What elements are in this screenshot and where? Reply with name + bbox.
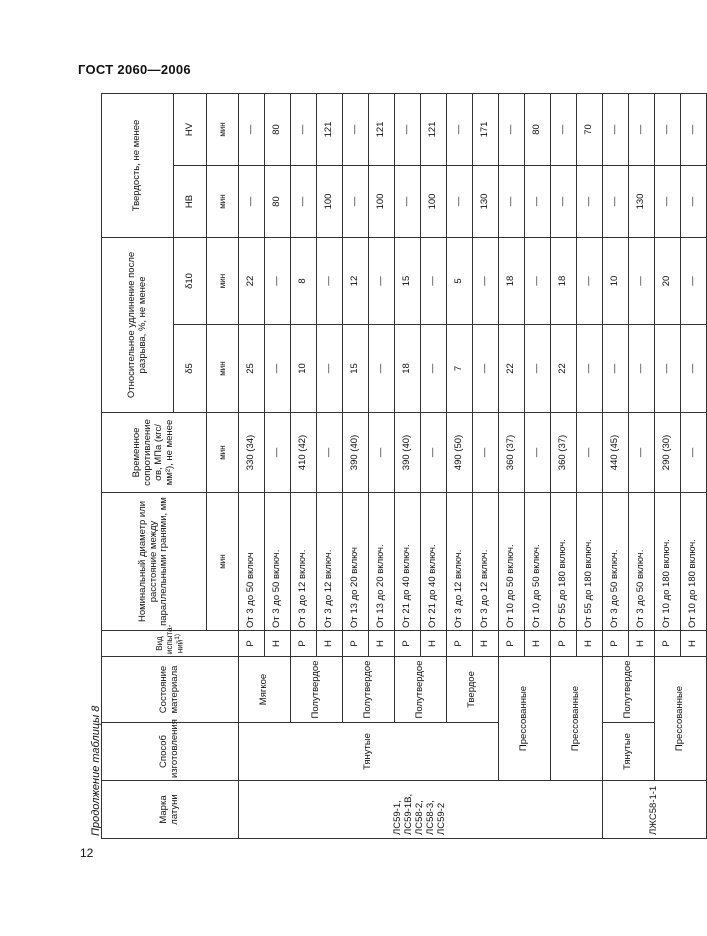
hb-cell: 130 (473, 165, 499, 237)
delta10-cell: — (265, 237, 291, 324)
size-cell: От 3 до 12 включ. (473, 493, 499, 631)
test-type-cell: Н (265, 631, 291, 657)
page-number: 12 (80, 846, 94, 860)
header-method: Способ изготовления (102, 723, 239, 781)
size-cell: От 21 до 40 включ. (421, 493, 447, 631)
hb-cell: — (343, 165, 369, 237)
hb-cell: — (239, 165, 265, 237)
delta10-cell: 22 (239, 237, 265, 324)
size-cell: От 55 до 180 включ. (577, 493, 603, 631)
test-type-cell: Н (317, 631, 343, 657)
header-delta10: δ10 (174, 237, 207, 324)
delta10-cell: 5 (447, 237, 473, 324)
size-cell: От 3 до 12 включ. (447, 493, 473, 631)
size-cell: От 3 до 50 включ. (265, 493, 291, 631)
delta10-cell: — (629, 237, 655, 324)
tensile-cell: 390 (40) (395, 413, 421, 493)
tensile-cell: 390 (40) (343, 413, 369, 493)
header-hb: НВ (174, 165, 207, 237)
delta5-cell: — (577, 325, 603, 413)
hb-cell: — (577, 165, 603, 237)
header-diameter: Номинальный диаметр или расстояние между параллельными гранями, мм (102, 493, 207, 631)
hv-cell: — (629, 93, 655, 165)
grade-cell: ЛС59-1, ЛС59-1В, ЛС58-2, ЛС58-3, ЛС59-2 (239, 781, 603, 839)
header-min: мин (207, 413, 239, 493)
delta5-cell: 15 (343, 325, 369, 413)
delta10-cell: 8 (291, 237, 317, 324)
test-type-cell: Р (551, 631, 577, 657)
delta5-cell: — (421, 325, 447, 413)
tensile-cell: 410 (42) (291, 413, 317, 493)
size-cell: От 10 до 50 включ. (525, 493, 551, 631)
method-cell: Тянутые (603, 723, 655, 781)
size-cell: От 10 до 180 включ. (681, 493, 707, 631)
delta5-cell: 22 (551, 325, 577, 413)
size-cell: От 21 до 40 включ. (395, 493, 421, 631)
test-type-cell: Р (447, 631, 473, 657)
delta10-cell: 18 (499, 237, 525, 324)
hv-cell: — (603, 93, 629, 165)
delta5-cell: — (603, 325, 629, 413)
tensile-cell: — (629, 413, 655, 493)
header-min: мин (207, 93, 239, 165)
hv-cell: — (681, 93, 707, 165)
hv-cell: — (239, 93, 265, 165)
header-hv: HV (174, 93, 207, 165)
delta10-cell: — (369, 237, 395, 324)
tensile-cell: 440 (45) (603, 413, 629, 493)
tensile-cell: — (525, 413, 551, 493)
hv-cell: — (551, 93, 577, 165)
brass-properties-table (101, 93, 707, 839)
header-min: мин (207, 237, 239, 324)
grade-cell: ЛЖС58-1-1 (603, 781, 707, 839)
hv-cell: — (291, 93, 317, 165)
hv-cell: 121 (369, 93, 395, 165)
hb-cell: — (551, 165, 577, 237)
header-state: Состояние материала (102, 657, 239, 723)
hv-cell: — (655, 93, 681, 165)
delta5-cell: 18 (395, 325, 421, 413)
test-type-cell: Р (395, 631, 421, 657)
size-cell: От 3 до 50 включ (239, 493, 265, 631)
hv-cell: — (395, 93, 421, 165)
size-cell: От 10 до 180 включ. (655, 493, 681, 631)
hv-cell: — (499, 93, 525, 165)
test-type-cell: Н (369, 631, 395, 657)
hb-cell: — (681, 165, 707, 237)
hb-cell: — (499, 165, 525, 237)
tensile-cell: 290 (30) (655, 413, 681, 493)
size-cell: От 3 до 12 включ. (317, 493, 343, 631)
header-delta5: δ5 (174, 325, 207, 413)
hv-cell: 70 (577, 93, 603, 165)
table-continuation-caption: Продолжение таблицы 8 (90, 705, 102, 836)
hv-cell: 80 (265, 93, 291, 165)
header-test-type: Вид испыта-ний$^{1)}$ (102, 631, 239, 657)
test-type-cell: Р (603, 631, 629, 657)
hv-cell: 121 (421, 93, 447, 165)
rotated-table-container (101, 94, 699, 839)
size-cell: От 3 до 12 включ. (291, 493, 317, 631)
delta10-cell: — (421, 237, 447, 324)
hv-cell: — (343, 93, 369, 165)
document-header: ГОСТ 2060—2006 (78, 62, 191, 77)
method-cell: Прессованные (551, 657, 603, 781)
tensile-cell: — (265, 413, 291, 493)
size-cell: От 13 до 20 включ (343, 493, 369, 631)
delta10-cell: 12 (343, 237, 369, 324)
tensile-cell: — (421, 413, 447, 493)
state-cell: Полутвердое (395, 657, 447, 723)
hb-cell: — (655, 165, 681, 237)
header-elongation: Относительное удлинение после разрыва, %, не менее (102, 237, 174, 412)
tensile-cell: 330 (34) (239, 413, 265, 493)
method-cell: Тянутые (239, 723, 499, 781)
header-grade: Марка латуни (102, 781, 239, 839)
delta10-cell: — (681, 237, 707, 324)
test-type-cell: Р (499, 631, 525, 657)
hb-cell: — (447, 165, 473, 237)
hv-cell: 80 (525, 93, 551, 165)
delta5-cell: — (265, 325, 291, 413)
delta10-cell: — (525, 237, 551, 324)
delta5-cell: — (629, 325, 655, 413)
delta10-cell: — (577, 237, 603, 324)
size-cell: От 55 до 180 включ. (551, 493, 577, 631)
delta5-cell: — (681, 325, 707, 413)
hb-cell: 100 (317, 165, 343, 237)
test-type-cell: Н (421, 631, 447, 657)
test-type-cell: Р (655, 631, 681, 657)
test-type-cell: Н (681, 631, 707, 657)
tensile-cell: — (577, 413, 603, 493)
delta10-cell: — (473, 237, 499, 324)
header-hardness: Твердость, не менее (102, 93, 174, 237)
size-cell: От 13 до 20 включ. (369, 493, 395, 631)
hb-cell: 80 (265, 165, 291, 237)
state-cell: Полутвердое (291, 657, 343, 723)
delta10-cell: — (317, 237, 343, 324)
hb-cell: 100 (369, 165, 395, 237)
size-cell: От 3 до 50 включ. (603, 493, 629, 631)
test-type-cell: Н (473, 631, 499, 657)
delta5-cell: 10 (291, 325, 317, 413)
test-type-cell: Р (239, 631, 265, 657)
state-cell: Полутвердое (603, 657, 655, 723)
hb-cell: 130 (629, 165, 655, 237)
header-tensile: Временное сопротивление σв, МПа (кгс/мм²), не менее (102, 413, 207, 493)
method-cell: Прессованные (655, 657, 707, 781)
delta5-cell: 25 (239, 325, 265, 413)
delta5-cell: 7 (447, 325, 473, 413)
size-cell: От 10 до 50 включ. (499, 493, 525, 631)
tensile-cell: — (317, 413, 343, 493)
delta5-cell: 22 (499, 325, 525, 413)
hv-cell: — (447, 93, 473, 165)
test-type-cell: Н (577, 631, 603, 657)
tensile-cell: 360 (37) (499, 413, 525, 493)
hb-cell: — (525, 165, 551, 237)
test-type-cell: Р (343, 631, 369, 657)
size-cell: От 3 до 50 включ. (629, 493, 655, 631)
delta5-cell: — (473, 325, 499, 413)
delta5-cell: — (369, 325, 395, 413)
state-cell: Твердое (447, 657, 499, 723)
delta5-cell: — (317, 325, 343, 413)
delta10-cell: 15 (395, 237, 421, 324)
delta5-cell: — (655, 325, 681, 413)
tensile-cell: — (681, 413, 707, 493)
delta10-cell: 20 (655, 237, 681, 324)
delta10-cell: 10 (603, 237, 629, 324)
tensile-cell: 490 (50) (447, 413, 473, 493)
header-min: мин (207, 325, 239, 413)
hb-cell: — (603, 165, 629, 237)
tensile-cell: 360 (37) (551, 413, 577, 493)
hb-cell: — (395, 165, 421, 237)
test-type-cell: Н (525, 631, 551, 657)
header-min: мин (207, 493, 239, 631)
tensile-cell: — (369, 413, 395, 493)
test-type-cell: Р (291, 631, 317, 657)
delta10-cell: 18 (551, 237, 577, 324)
delta5-cell: — (525, 325, 551, 413)
header-min: мин (207, 165, 239, 237)
test-type-cell: Н (629, 631, 655, 657)
state-cell: Полутвердое (343, 657, 395, 723)
state-cell: Мягкое (239, 657, 291, 723)
hb-cell: 100 (421, 165, 447, 237)
hb-cell: — (291, 165, 317, 237)
hv-cell: 171 (473, 93, 499, 165)
tensile-cell: — (473, 413, 499, 493)
hv-cell: 121 (317, 93, 343, 165)
method-cell: Прессованные (499, 657, 551, 781)
